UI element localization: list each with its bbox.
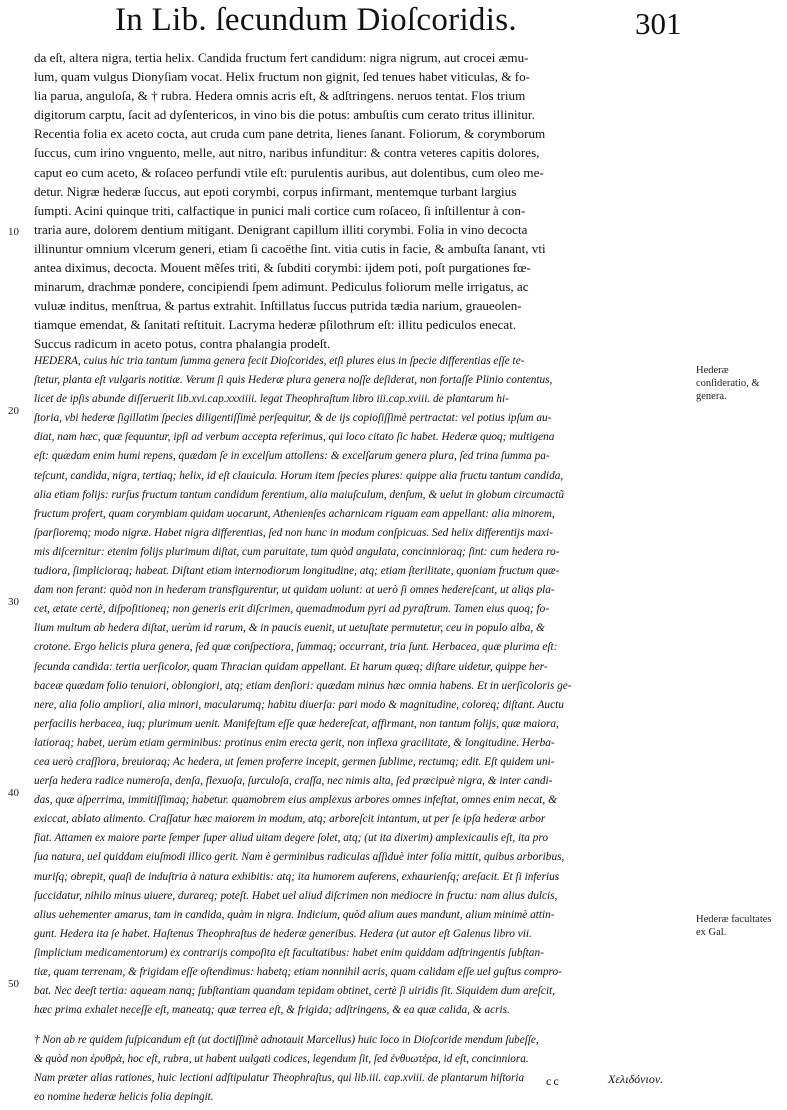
commentary-line: alia etiam folijs: rurſus fructum tantum candidum ferentium, alia maiuſculum, denſum, & uelut in globum circumactũ xyxy=(34,488,565,501)
commentary-line: ſtetur, planta eſt vulgaris notitiæ. Verum ſi quis Hederæ plura genera noſſe deſiderat, non fortaſſe Plinio contentus, xyxy=(34,374,553,387)
commentary-line: perfacilis herbacea, iuq; plurimum uenit. Manifeſtum eſſe quæ hedereſcat, affirmant, non tantum folijs, quæ maiora, xyxy=(34,717,559,730)
commentary-line: ſecunda candida: tertia uerſicolor, quam Thracian quidam appellant. Et harum quæq; diſtare uidetur, quippe her- xyxy=(34,660,548,673)
footnote-text xyxy=(34,1031,682,1107)
commentary-line: cea uerò craſſiora, breuioraq; Ac hedera, ut ſemen proferre incepit, germen ſublime, rectumq; edit. Eſt quidem uni- xyxy=(34,755,555,768)
line-number: 30 xyxy=(8,596,19,608)
commentary-line: mis diſcernitur: etenim folijs plurimum diſtat, cum paruitate, tum quòd angulata, concinnioraq; ſint: cum hedera ro- xyxy=(34,545,560,558)
line-number: 50 xyxy=(8,978,19,990)
text-line: lia parua, anguloſa, & † rubra. Hedera omnis acris eſt, & adſtringens. neruos tentat. Flos trium xyxy=(34,88,526,104)
commentary-text xyxy=(34,352,682,1020)
text-line: Succus radicum in aceto potus, contra phalangia prodeſt. xyxy=(34,336,331,352)
commentary-line: ſtoria, vbi hederæ ſigillatim ſpecies diligentiſſimè perſequitur, & de ijs copioſiſſimè pertractat: vel potius ipſum au- xyxy=(34,412,552,425)
text-line: digitorum carptu, ſacit ad dyſentericos, in vino bis die potus: ambuſtis cum cerato tritus illinitur. xyxy=(34,107,535,123)
text-line: ſuccus, cum irino vnguento, melle, aut nitro, naribus infunditur: & contra veteres capitis dolores, xyxy=(34,145,540,161)
text-line: minarum, drachmæ pondere, concipiendi ſpem adimunt. Pediculus foliorum melle irrigatus, ac xyxy=(34,279,529,295)
text-line: traria aure, dolorem dentium mitigant. Denigrant capillum illiti corymbi. Folia in vino decocta xyxy=(34,221,528,237)
margin-note: Hederæ facultates ex Gal. xyxy=(696,914,772,938)
text-line: da eſt, altera nigra, tertia helix. Candida fructum fert candidum: nigra nigrum, aut crocei æmu- xyxy=(34,50,529,65)
commentary-line: gunt. Hedera ita ſe habet. Haſtenus Theophraſtus de hederæ generibus. Hedera (ut autor eſt Galenus libro vii. xyxy=(34,927,532,940)
commentary-line: ſua natura, uel quiddam eiuſmodi illico gerit. Nam è germinibus radiculas aſſiduè inter folia mittit, quibus arboribus, xyxy=(34,851,565,864)
commentary-line: hæc prima exhalet neceſſe eſt, maneatq; quæ terrea eſt, & frigida; adſtringens, & ea quæ calida, & acris. xyxy=(34,1004,510,1017)
commentary-line: crotone. Ergo helicis plura genera, ſed quæ conſpectiora, ſummaq; occurrant, tria ſunt. Herbacea, quæ plurima eſt: xyxy=(34,641,558,654)
commentary-line: ſuccidatur, nihilo minus uiuere, durareq; poteſt. Habet uel aliud diſcrimen non mediocre in fructu: nam alius dulcis, xyxy=(34,889,558,902)
commentary-line: licet de ipſis abunde diſſeruerit lib.xvi.cap.xxxiiii. legat Theophraſtum libro iii.cap.xviii. de plantarum hi- xyxy=(34,393,509,406)
footnote-line: & quòd non ἐρυθρὰ, hoc eſt, rubra, ut habent uulgati codices, legendum ſit, ſed ἐνθυωτέρα, id eſt, concinniora. xyxy=(34,1053,529,1065)
commentary-line: das, quæ aſperrima, immitiſſimaq; habetur. quamobrem eius amplexus arbores omnes infeſtat, omnes enim necat, & xyxy=(34,794,557,807)
commentary-line: tudiora, ſimplicioraq; habeat. Diſtant etiam internodiorum longitudine, atq; etiam ſterilitate, quoniam fructum quæ- xyxy=(34,565,560,578)
page-number: 301 xyxy=(635,6,682,41)
page-header xyxy=(30,0,730,50)
commentary-line: diat, nam hæc, quæ ſequuntur, ipſi ad verbum accepta referimus, qui loco citato ſic habet. Hederæ quoq; multigena xyxy=(34,431,555,444)
commentary-line: fructum profert, quam corymbiam quidam uocarunt, Athenienſes acharnicam riguam eam appellant: alia minorem, xyxy=(34,507,555,520)
commentary-line: HEDERA, cuius hic tria tantum ſumma genera fecit Dioſcorides, etſi plures eius in ſpecie differentias eſſe te- xyxy=(34,355,525,367)
line-number: 20 xyxy=(8,405,19,417)
commentary-line: dam non ferant: quòd non in hederam transfigurentur, ut quidam uolunt: at uerò ſi omnes hedereſcant, ut aliqs pla- xyxy=(34,584,555,597)
commentary-line: muriſq; obrepit, quaſi de induſtria à natura exhibitis: atq; ita humorem auferens, exhaurienſq; areſacit. Et ſi inferius xyxy=(34,870,560,883)
text-line: antea diximus, decocta. Mouent mẽſes triti, & ſubditi corymbi: ijdem poti, poſt purgationes fœ- xyxy=(34,260,531,276)
commentary-line: exiccat, ablato alimento. Craſſatur hæc maiorem in modum, atq; arboreſcit intantum, ut per ſe ipſa hederæ arbor xyxy=(34,813,546,826)
commentary-line: lium multum ab hedera diſtat, uerùm id rarum, & in paucis euenit, ut uetuſtate permutetur, ceu in populo alba, & xyxy=(34,622,545,635)
commentary-line: ſimplicium medicamentorum) ex contrarijs compoſita eſt facultatibus: habet enim quiddam adſtringentis ſubſtan- xyxy=(34,946,544,959)
running-title: In Lib. ſecundum Dioſcoridis. xyxy=(115,2,517,38)
text-line: illinuntur omnium vlcerum generi, etiam ſi cacoëthe ſint. vitia cutis in facie, & ambuſta ſanant, vti xyxy=(34,240,546,256)
text-line: caput eo cum aceto, & roſaceo perfundi vtile eſt: purulentis auribus, aut dolentibus, cum oleo me- xyxy=(34,164,544,180)
commentary-line: baceæ quædam folio tenuiori, oblongiori, atq; etiam denſiori: quædam minus hæc omnia habens. Et in uerſicoloris ge- xyxy=(34,679,572,692)
text-line: tiamque emendat, & ſanitati reſtituit. Lacryma hederæ pſilothrum eſt: illitu pediculos enecat. xyxy=(34,317,517,333)
signature-mark: cc xyxy=(546,1074,561,1088)
catchword: Χελιδόνιον. xyxy=(608,1072,664,1086)
footnote-line: † Non ab re quidem ſuſpicandum eſt (ut doctiſſimè adnotauit Marcellus) huic loco in Dioſcoride mendum ſubeſſe, xyxy=(34,1034,539,1046)
commentary-line: tiæ, quam terrenam, & frigidam eſſe oſtendimus: habetq; etiam nonnihil acris, quam calidam eſſe uel guſtus compro- xyxy=(34,966,562,978)
line-number: 10 xyxy=(8,226,19,238)
commentary-line: eſt: quædam enim humi repens, quædam ſe in excelſum attollens: & excelſarum genera plura, ſed trina ſumma pa- xyxy=(34,450,550,463)
commentary-line: fiat. Attamen ex maiore parte ſemper ſuper aliud uitam degere ſolet, atq; (ut ita dixerim) amplexicaulis eſt, ita pro xyxy=(34,832,549,845)
margin-note: Hederæ conſideratio, & genera. xyxy=(696,365,760,402)
commentary-line: bat. Nec deeſt tertia: aqueam nanq; ſubſtantiam quandam tepidam obtinet, certè ſi uiridis ſit. Siquidem dum areſcit, xyxy=(34,985,556,998)
text-line: lum, quam vulgus Dionyſiam vocat. Helix fructum non gignit, ſed tenues habet viticulas, & fo- xyxy=(34,69,531,85)
commentary-line: uerſa hedera radice numeroſa, denſa, flexuoſa, ſurculoſa, craſſa, nec nimis alta, ſed præcipuè nigra, & inter candi- xyxy=(34,775,553,788)
commentary-line: cet, ætate certè, diſpoſitioneq; non generis erit diſcrimen, quemadmodum pyri ad pyraſtrum. Tamen eius quoq; fo- xyxy=(34,603,550,616)
line-number: 40 xyxy=(8,787,19,799)
dioscorides-text xyxy=(34,48,674,354)
commentary-line: alius uehementer amarus, tam in candida, quàm in nigra. Indicium, quòd alium aues mandunt, alium minimè attin- xyxy=(34,908,555,921)
text-line: detur. Nigræ hederæ ſuccus, aut epoti corymbi, corpus infirmant, mentemque turbant largius xyxy=(34,183,517,199)
commentary-line: nere, alia folio ampliori, alia minori, macularumq; habitu diuerſa: pari modo & magnitudine, coloreq; diſtant. Auctu xyxy=(34,698,564,711)
commentary-line: teſcunt, candida, nigra, tertiaq; helix, id eſt clauicula. Horum item ſpecies plures: quippe alia fructu tantum candida, xyxy=(34,469,564,482)
text-line: vuluæ inditus, menſtrua, & partus extrahit. Inſtillatus ſuccus putrida tædia narium, graueolen- xyxy=(34,298,522,314)
footnote-line: eo nomine hederæ helicis folia depingit. xyxy=(34,1091,214,1103)
text-line: ſumpti. Acini quinque triti, calfactique in punici mali cortice cum roſaceo, ſi inſtillentur à con- xyxy=(34,202,526,218)
footnote-line: Nam præter alias rationes, huic lectioni adſtipulatur Theophraſtus, qui lib.iii. cap.xviii. de plantarum hiſtoria xyxy=(34,1072,525,1084)
commentary-line: latioraq; habet, uerùm etiam germinibus: protinus enim erecta gerit, non inflexa gracilitate, & longitudine. Herba- xyxy=(34,736,555,749)
commentary-line: ſparſioremq; modo nigræ. Habet nigra differentias, ſed non hunc in modum conſpicuas. Sed helix differentijs maxi- xyxy=(34,526,553,539)
text-line: Recentia folia ex aceto cocta, aut cruda cum pane detrita, lienes ſanant. Foliorum, & corymborum xyxy=(34,126,546,142)
